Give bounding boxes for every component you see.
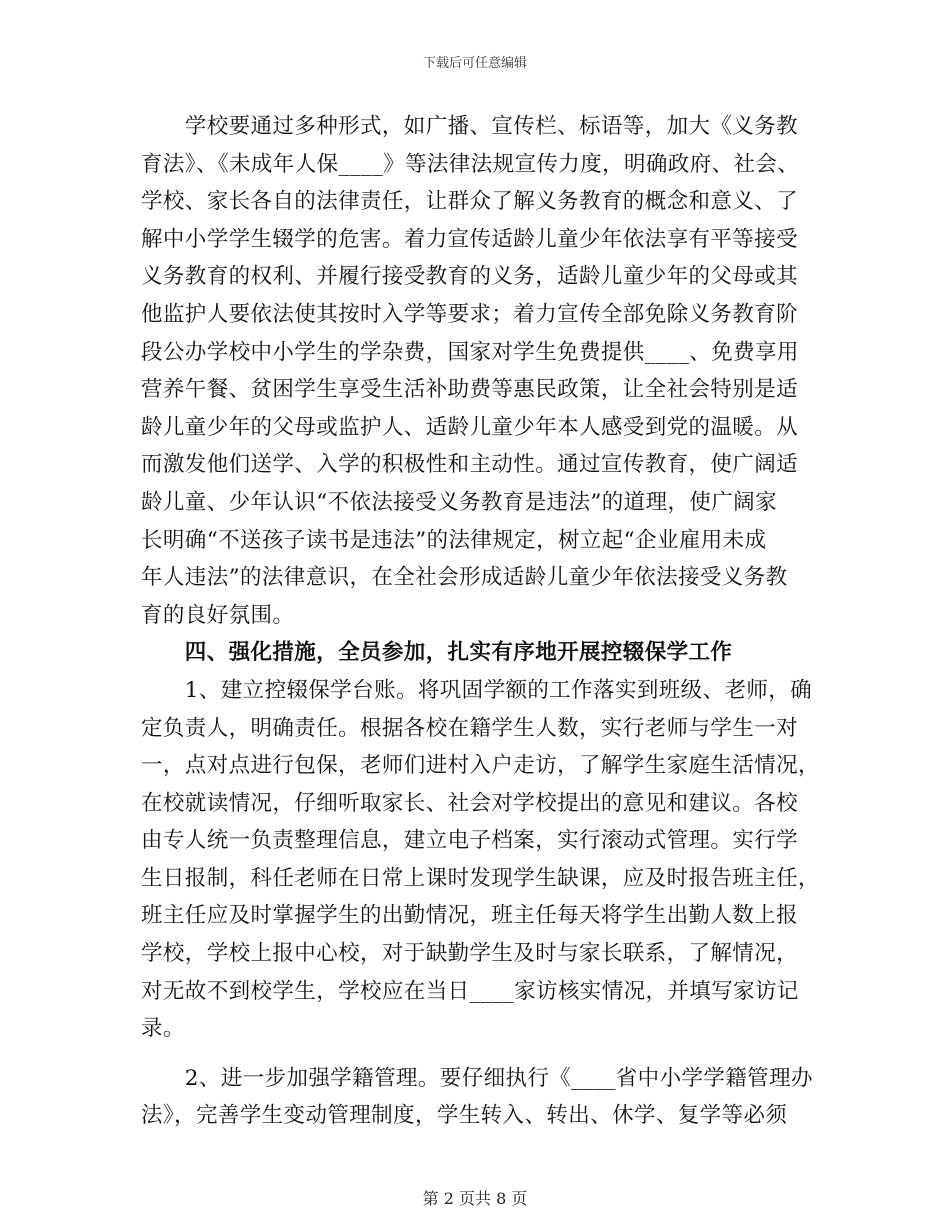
text-line: 班主任应及时掌握学生的出勤情况，班主任每天将学生出勤人数上报 (141, 903, 799, 929)
text-line: 年人违法”的法律意识，在全社会形成适龄儿童少年依法接受义务教 (141, 565, 788, 591)
text-line: 对无故不到校学生，学校应在当日____家访核实情况，并填写家访记 (141, 978, 799, 1004)
text-line: 由专人统一负责整理信息，建立电子档案，实行滚动式管理。实行学 (141, 828, 799, 854)
text-line: 龄儿童、少年认识“不依法接受义务教育是违法”的道理，使广阔家 (141, 489, 777, 515)
page-header: 下载后可任意编辑 (422, 56, 527, 71)
text-line: 一，点对点进行包保，老师们进村入户走访，了解学生家庭生活情况， (141, 753, 820, 779)
text-line: 定负责人，明确责任。根据各校在籍学生人数，实行老师与学生一对 (141, 715, 799, 741)
text-line: 2、进一步加强学籍管理。要仔细执行《____省中小学学籍管理办 (141, 1065, 813, 1091)
page-footer: 第 2 页共 8 页 (422, 1189, 528, 1208)
section-heading: 四、强化措施，全员参加，扎实有序地开展控辍保学工作 (141, 640, 733, 666)
text-line: 学校要通过多种形式，如广播、宣传栏、标语等，加大《义务教 (141, 114, 799, 139)
text-line: 学校，学校上报中心校，对于缺勤学生及时与家长联系，了解情况， (141, 941, 799, 967)
paragraph-student-records (141, 1060, 811, 1135)
text-line: 生日报制，科任老师在日常上课时发现学生缺课，应及时报告班主任， (141, 865, 820, 891)
text-line: 在校就读情况，仔细听取家长、社会对学校提出的意见和建议。各校 (141, 790, 799, 816)
text-line: 他监护人要依法使其按时入学等要求；着力宣传全部免除义务教育阶 (141, 301, 799, 327)
text-line: 段公办学校中小学生的学杂费，国家对学生免费提供____、免费享用 (141, 339, 799, 365)
paragraph-enrollment-ledger (141, 672, 820, 1048)
text-line: 1、建立控辍保学台账。将巩固学额的工作落实到班级、老师，确 (141, 677, 813, 703)
paragraph-gap (141, 1048, 811, 1060)
document-body (141, 108, 820, 1135)
text-line: 育法》、《未成年人保____》等法律法规宣传力度，明确政府、社会、 (141, 151, 800, 177)
text-line: 育的良好氛围。 (141, 602, 295, 628)
text-line: 长明确“不送孩子读书是违法”的法律规定，树立起“企业雇用未成 (141, 527, 767, 553)
text-line: 学校、家长各自的法律责任，让群众了解义务教育的概念和意义、了 (141, 189, 799, 215)
text-line: 录。 (141, 1016, 185, 1042)
text-line: 解中小学学生辍学的危害。着力宣传适龄儿童少年依法享有平等接受 (141, 226, 799, 252)
text-line: 龄儿童少年的父母或监护人、适龄儿童少年本人感受到党的温暖。从 (141, 414, 799, 440)
paragraph-publicity (141, 108, 811, 634)
text-line: 义务教育的权利、并履行接受教育的义务，适龄儿童少年的父母或其 (141, 264, 799, 290)
text-line: 法》，完善学生变动管理制度，学生转入、转出、休学、复学等必须 (141, 1103, 788, 1129)
text-line: 营养午餐、贫困学生享受生活补助费等惠民政策，让全社会特别是适 (141, 377, 799, 403)
text-line: 而激发他们送学、入学的积极性和主动性。通过宣传教育，使广阔适 (141, 452, 799, 478)
